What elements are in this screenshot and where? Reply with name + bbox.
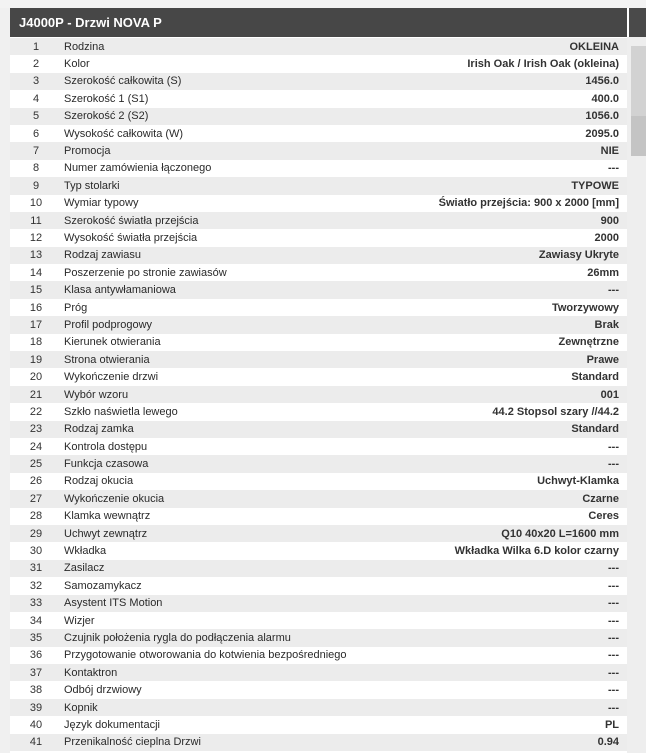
table-row (10, 542, 627, 559)
row-value: Uchwyt-Klamka (537, 475, 619, 488)
row-value: 0.94 (597, 736, 619, 749)
row-value: --- (608, 284, 619, 297)
row-number: 1 (32, 40, 40, 53)
table-row (10, 612, 627, 629)
row-value: 26mm (587, 266, 619, 279)
table-row (10, 281, 627, 298)
row-number: 34 (29, 614, 43, 627)
row-label: Wkładka (64, 545, 107, 558)
row-number: 31 (29, 562, 43, 575)
row-label: Klasa antywłamaniowa (64, 284, 176, 297)
row-number: 37 (29, 666, 43, 679)
row-value: --- (608, 579, 619, 592)
table-row (10, 264, 627, 281)
table-row (10, 90, 627, 107)
table-row (10, 508, 627, 525)
table-row (10, 473, 627, 490)
row-number: 39 (29, 701, 43, 714)
table-row (10, 681, 627, 698)
row-number: 29 (29, 527, 43, 540)
row-label: Szerokość światła przejścia (64, 214, 199, 227)
row-value: 1056.0 (585, 110, 619, 123)
row-value: --- (608, 666, 619, 679)
table-row (10, 177, 627, 194)
row-value: Q10 40x20 L=1600 mm (501, 527, 619, 540)
row-value: --- (608, 631, 619, 644)
table-row (10, 403, 627, 420)
row-value: --- (608, 701, 619, 714)
row-value: PL (604, 718, 619, 731)
row-label: Wybór wzoru (64, 388, 129, 401)
row-label: Promocja (64, 145, 111, 158)
row-number: 14 (29, 266, 43, 279)
row-value: 400.0 (591, 92, 619, 105)
row-value: --- (608, 614, 619, 627)
row-label: Klamka wewnątrz (64, 510, 151, 523)
row-label: Funkcja czasowa (64, 458, 149, 471)
row-value: 2000 (594, 231, 619, 244)
row-label: Rodzaj zawiasu (64, 249, 142, 262)
right-margin-bar (627, 8, 646, 753)
row-label: Uchwyt zewnątrz (64, 527, 148, 540)
row-number: 18 (29, 336, 43, 349)
row-label: Rodzaj zamka (64, 423, 134, 436)
row-label: Numer zamówienia łączonego (64, 162, 212, 175)
top-strip (0, 0, 646, 8)
row-value: OKLEINA (569, 40, 619, 53)
row-number: 5 (32, 110, 40, 123)
table-row (10, 629, 627, 646)
table-row (10, 142, 627, 159)
table-row (10, 716, 627, 733)
row-label: Odbój drzwiowy (64, 684, 142, 697)
row-value: Prawe (586, 353, 619, 366)
table-row (10, 525, 627, 542)
row-label: Profil podprogowy (64, 318, 153, 331)
table-row (10, 160, 627, 177)
row-label: Przenikalność cieplna Drzwi (64, 736, 201, 749)
table-row (10, 368, 627, 385)
row-value: 1456.0 (585, 75, 619, 88)
row-value: 2095.0 (585, 127, 619, 140)
row-value: --- (608, 458, 619, 471)
table-row (10, 560, 627, 577)
row-number: 22 (29, 405, 43, 418)
table-row (10, 455, 627, 472)
row-number: 3 (32, 75, 40, 88)
row-value: Standard (571, 371, 619, 384)
row-label: Rodzaj okucia (64, 475, 134, 488)
row-label: Szerokość całkowita (S) (64, 75, 182, 88)
row-value: 900 (600, 214, 619, 227)
row-label: Wysokość światła przejścia (64, 231, 198, 244)
row-number: 2 (32, 58, 40, 71)
table-row (10, 386, 627, 403)
row-number: 20 (29, 371, 43, 384)
row-number: 4 (32, 92, 40, 105)
left-margin-bar (0, 8, 10, 753)
table-row (10, 55, 627, 72)
row-label: Kolor (64, 58, 90, 71)
row-label: Kopnik (64, 701, 98, 714)
right-header-block (627, 8, 646, 37)
spec-table (10, 38, 627, 751)
row-label: Strona otwierania (64, 353, 150, 366)
table-row (10, 247, 627, 264)
row-value: --- (608, 684, 619, 697)
row-number: 24 (29, 440, 43, 453)
table-row (10, 73, 627, 90)
row-label: Wysokość całkowita (W) (64, 127, 184, 140)
row-value: Czarne (582, 492, 619, 505)
row-number: 10 (29, 197, 43, 210)
row-label: Zasilacz (64, 562, 105, 575)
row-label: Wymiar typowy (64, 197, 139, 210)
row-label: Poszerzenie po stronie zawiasów (64, 266, 227, 279)
table-row (10, 699, 627, 716)
row-label: Typ stolarki (64, 179, 120, 192)
document-title: J4000P - Drzwi NOVA P (10, 8, 627, 37)
row-number: 19 (29, 353, 43, 366)
table-row (10, 664, 627, 681)
table-row (10, 108, 627, 125)
row-label: Próg (64, 301, 88, 314)
row-number: 9 (32, 179, 40, 192)
right-shade-block (631, 116, 646, 156)
row-value: 44.2 Stopsol szary //44.2 (492, 405, 619, 418)
row-number: 7 (32, 145, 40, 158)
row-number: 25 (29, 458, 43, 471)
row-number: 13 (29, 249, 43, 262)
table-row (10, 421, 627, 438)
table-row (10, 38, 627, 55)
row-number: 27 (29, 492, 43, 505)
row-number: 26 (29, 475, 43, 488)
row-number: 11 (30, 214, 42, 227)
right-shade-block (631, 46, 646, 120)
row-label: Kontaktron (64, 666, 118, 679)
row-value: Standard (571, 423, 619, 436)
row-value: --- (608, 597, 619, 610)
row-value: --- (608, 162, 619, 175)
table-row (10, 212, 627, 229)
row-value: Ceres (588, 510, 619, 523)
table-row (10, 299, 627, 316)
row-number: 30 (29, 545, 43, 558)
table-row (10, 595, 627, 612)
table-row (10, 316, 627, 333)
row-number: 28 (29, 510, 43, 523)
row-number: 21 (29, 388, 43, 401)
row-label: Kontrola dostępu (64, 440, 148, 453)
row-value: Wkładka Wilka 6.D kolor czarny (454, 545, 619, 558)
table-row (10, 125, 627, 142)
row-number: 36 (29, 649, 43, 662)
row-value: Brak (594, 318, 619, 331)
row-label: Rodzina (64, 40, 105, 53)
table-row (10, 351, 627, 368)
row-label: Wykończenie drzwi (64, 371, 159, 384)
row-label: Kierunek otwierania (64, 336, 161, 349)
row-label: Wykończenie okucia (64, 492, 165, 505)
row-number: 8 (32, 162, 40, 175)
table-row (10, 490, 627, 507)
table-row (10, 734, 627, 751)
row-number: 15 (29, 284, 43, 297)
row-number: 17 (29, 318, 43, 331)
table-row (10, 577, 627, 594)
row-label: Wizjer (64, 614, 95, 627)
table-row (10, 195, 627, 212)
row-value: --- (608, 562, 619, 575)
row-label: Przygotowanie otworowania do kotwienia bezpośredniego (64, 649, 347, 662)
row-number: 23 (29, 423, 43, 436)
row-value: Światło przejścia: 900 x 2000 [mm] (438, 197, 619, 210)
table-row (10, 229, 627, 246)
row-value: Tworzywowy (551, 301, 619, 314)
row-number: 40 (29, 718, 43, 731)
row-value: Zewnętrzne (558, 336, 619, 349)
row-number: 38 (29, 684, 43, 697)
table-row (10, 334, 627, 351)
row-number: 33 (29, 597, 43, 610)
row-value: NIE (600, 145, 619, 158)
row-label: Samozamykacz (64, 579, 142, 592)
table-row (10, 647, 627, 664)
row-label: Czujnik położenia rygla do podłączenia alarmu (64, 631, 291, 644)
row-number: 41 (29, 736, 43, 749)
row-label: Szerokość 2 (S2) (64, 110, 149, 123)
row-number: 6 (32, 127, 40, 140)
row-number: 12 (29, 231, 43, 244)
table-row (10, 438, 627, 455)
row-number: 16 (29, 301, 43, 314)
row-label: Asystent ITS Motion (64, 597, 163, 610)
row-value: TYPOWE (571, 179, 619, 192)
row-value: --- (608, 440, 619, 453)
row-value: --- (608, 649, 619, 662)
row-label: Język dokumentacji (64, 718, 160, 731)
row-number: 32 (29, 579, 43, 592)
row-label: Szerokość 1 (S1) (64, 92, 149, 105)
row-value: 001 (600, 388, 619, 401)
row-number: 35 (29, 631, 43, 644)
row-value: Zawiasy Ukryte (538, 249, 619, 262)
row-label: Szkło naświetla lewego (64, 405, 178, 418)
row-value: Irish Oak / Irish Oak (okleina) (467, 58, 619, 71)
